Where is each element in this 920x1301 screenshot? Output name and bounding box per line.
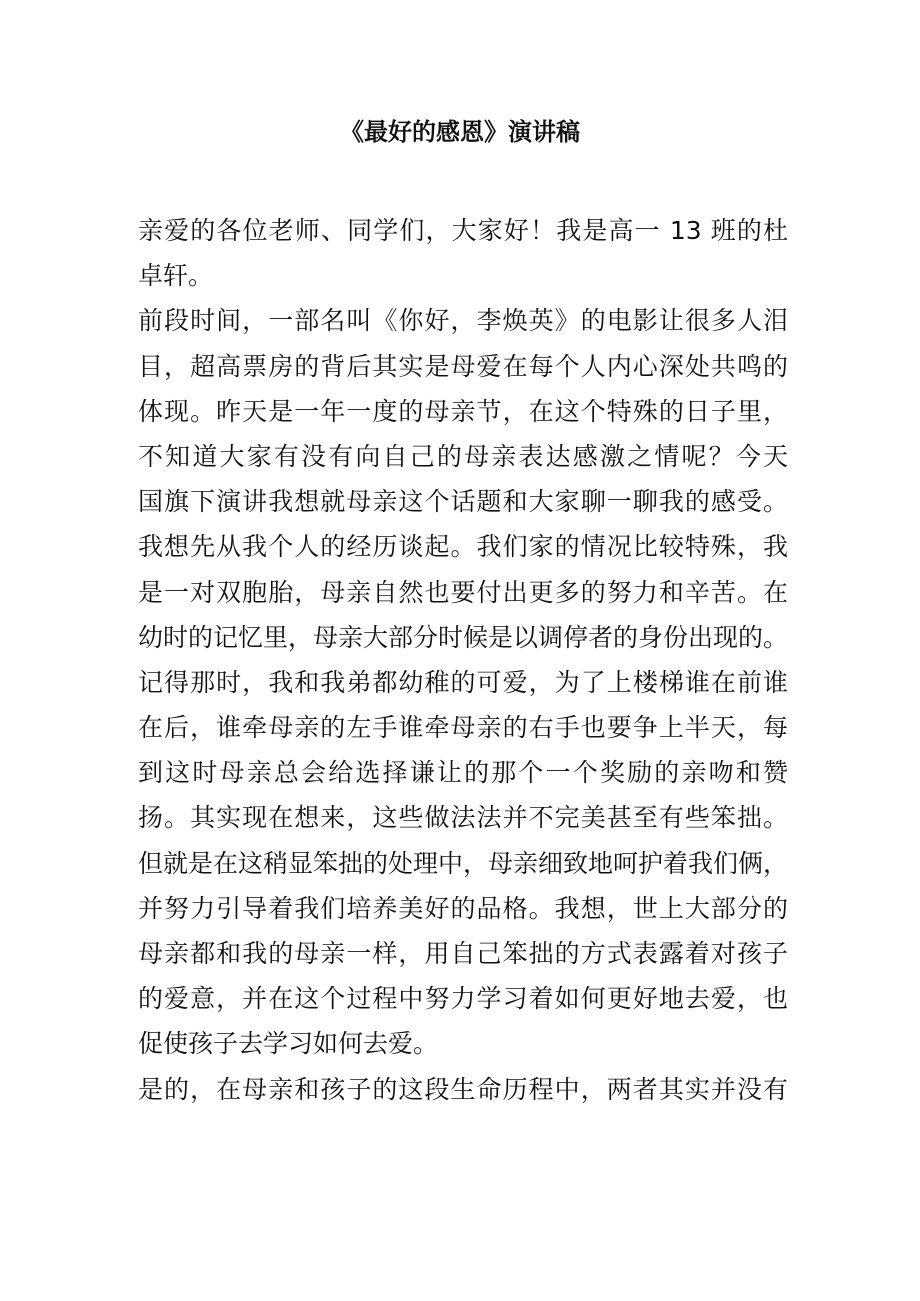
- text-line: 不知道大家有没有向自己的母亲表达感激之情呢？今天: [138, 441, 788, 471]
- text-line: 是一对双胞胎，母亲自然也要付出更多的努力和辛苦。在: [138, 577, 788, 607]
- text-line: 是的，在母亲和孩子的这段生命历程中，两者其实并没有: [138, 1074, 788, 1104]
- document-title: 《最好的感恩》演讲稿: [340, 117, 580, 146]
- text-line: 体现。昨天是一年一度的母亲节，在这个特殊的日子里，: [138, 396, 788, 426]
- text-line: 前段时间，一部名叫《你好，李焕英》的电影让很多人泪: [138, 306, 788, 336]
- text-line: 母亲都和我的母亲一样，用自己笨拙的方式表露着对孩子: [138, 939, 788, 968]
- text-line: 在后，谁牵母亲的左手谁牵母亲的右手也要争上半天，每: [138, 713, 788, 743]
- text-line: 但就是在这稍显笨拙的处理中，母亲细致地呵护着我们俩，: [138, 848, 789, 878]
- document-body: [138, 208, 788, 1112]
- text-line: 的爱意，并在这个过程中努力学习着如何更好地去爱，也: [138, 984, 788, 1014]
- text-line: 目，超高票房的背后其实是母爱在每个人内心深处共鸣的: [138, 351, 788, 381]
- text-line: 并努力引导着我们培养美好的品格。我想，世上大部分的: [138, 893, 788, 923]
- text-line: 幼时的记忆里，母亲大部分时候是以调停者的身份出现的。: [138, 622, 789, 652]
- text-line: 我想先从我个人的经历谈起。我们家的情况比较特殊，我: [138, 532, 788, 562]
- text-line: 国旗下演讲我想就母亲这个话题和大家聊一聊我的感受。: [138, 487, 788, 517]
- text-line: 到这时母亲总会给选择谦让的那个一个奖励的亲吻和赞: [138, 758, 788, 788]
- text-line: 促使孩子去学习如何去爱。: [138, 1029, 439, 1059]
- text-line: 卓轩。: [138, 261, 214, 291]
- text-line: 亲爱的各位老师、同学们，大家好！我是高一 13 班的杜: [138, 216, 788, 245]
- text-line: 记得那时，我和我弟都幼稚的可爱，为了上楼梯谁在前谁: [138, 667, 788, 697]
- text-line: 扬。其实现在想来，这些做法法并不完美甚至有些笨拙。: [138, 803, 788, 833]
